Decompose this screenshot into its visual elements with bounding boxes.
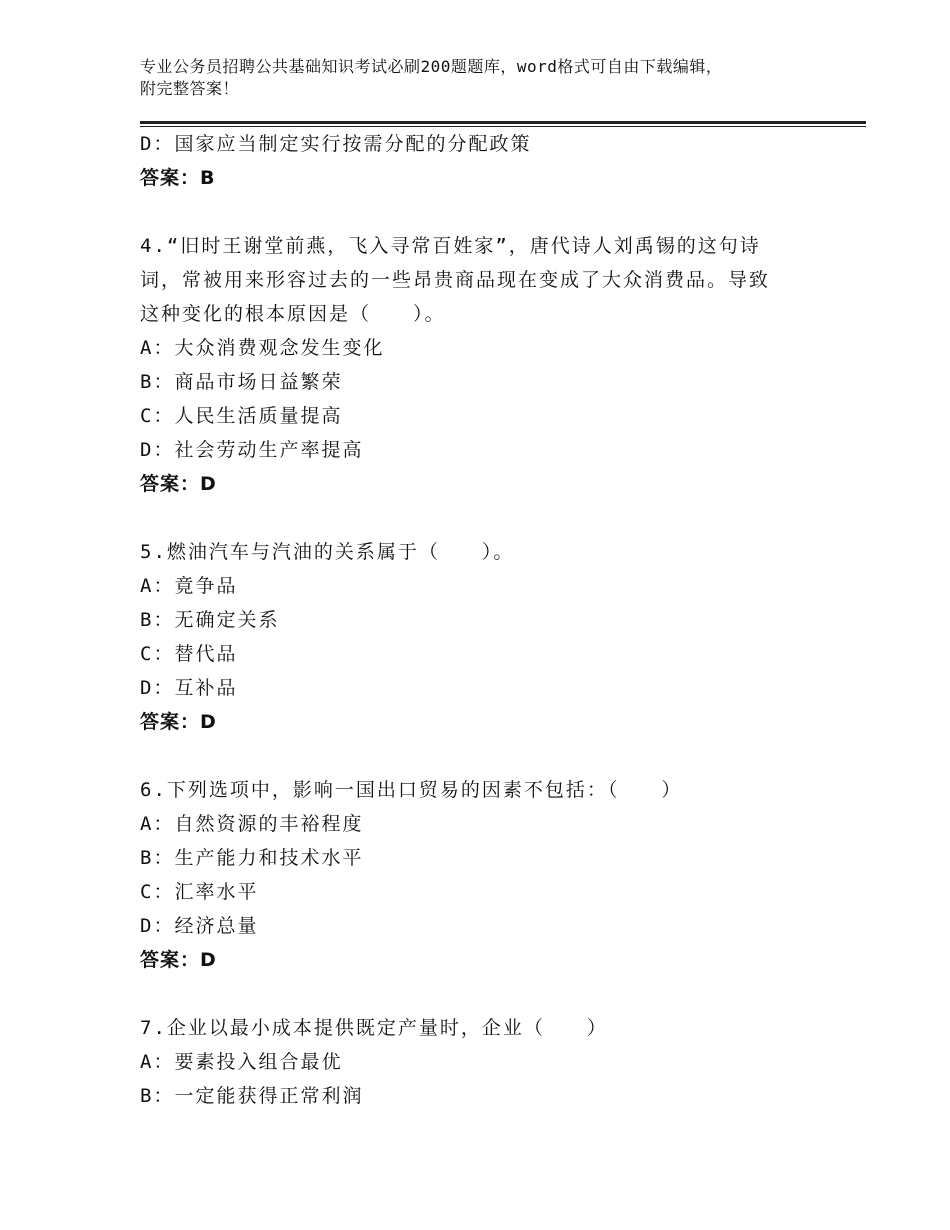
question-4-option-b: B：商品市场日益繁荣: [140, 371, 343, 393]
prev-option-d: D：国家应当制定实行按需分配的分配政策: [140, 133, 532, 155]
question-7-option-b: B：一定能获得正常利润: [140, 1085, 364, 1107]
question-4-stem-line-3: 这种变化的根本原因是（ ）。: [140, 303, 446, 325]
question-4-stem-line-2: 词，常被用来形容过去的一些昂贵商品现在变成了大众消费品。导致: [140, 269, 771, 291]
question-6-stem: 6.下列选项中，影响一国出口贸易的因素不包括：（ ）: [140, 779, 683, 801]
question-5-option-a: A：竟争品: [140, 575, 238, 597]
question-5-stem: 5.燃油汽车与汽油的关系属于（ ）。: [140, 541, 515, 563]
question-5-option-d: D：互补品: [140, 677, 238, 699]
question-5: [140, 535, 820, 739]
question-4-option-d: D：社会劳动生产率提高: [140, 439, 364, 461]
question-5-answer: 答案：D: [140, 711, 217, 733]
question-6-answer: 答案：D: [140, 949, 217, 971]
question-5-option-b: B：无确定关系: [140, 609, 280, 631]
question-4-answer: 答案：D: [140, 473, 217, 495]
question-5-option-c: C：替代品: [140, 643, 238, 665]
question-4-stem-line-1: 4.“旧时王谢堂前燕，飞入寻常百姓家”，唐代诗人刘禹锡的这句诗: [140, 235, 761, 257]
question-7-option-a: A：要素投入组合最优: [140, 1051, 343, 1073]
question-6-option-d: D：经济总量: [140, 915, 259, 937]
page-header: [140, 56, 830, 100]
header-line-1: 专业公务员招聘公共基础知识考试必刷200题题库，word格式可自由下载编辑，: [140, 57, 723, 76]
question-6: [140, 773, 820, 977]
header-line-2: 附完整答案！: [140, 79, 240, 98]
question-4-option-a: A：大众消费观念发生变化: [140, 337, 385, 359]
prev-answer: 答案：B: [140, 167, 216, 189]
question-list: [140, 127, 820, 1113]
question-4: [140, 229, 820, 501]
question-4-option-c: C：人民生活质量提高: [140, 405, 343, 427]
question-6-option-c: C：汇率水平: [140, 881, 259, 903]
header-rule-thick: [140, 121, 866, 124]
question-6-option-a: A：自然资源的丰裕程度: [140, 813, 364, 835]
question-7-stem: 7.企业以最小成本提供既定产量时，企业（ ）: [140, 1017, 608, 1039]
question-7: [140, 1011, 820, 1113]
question-6-option-b: B：生产能力和技术水平: [140, 847, 364, 869]
